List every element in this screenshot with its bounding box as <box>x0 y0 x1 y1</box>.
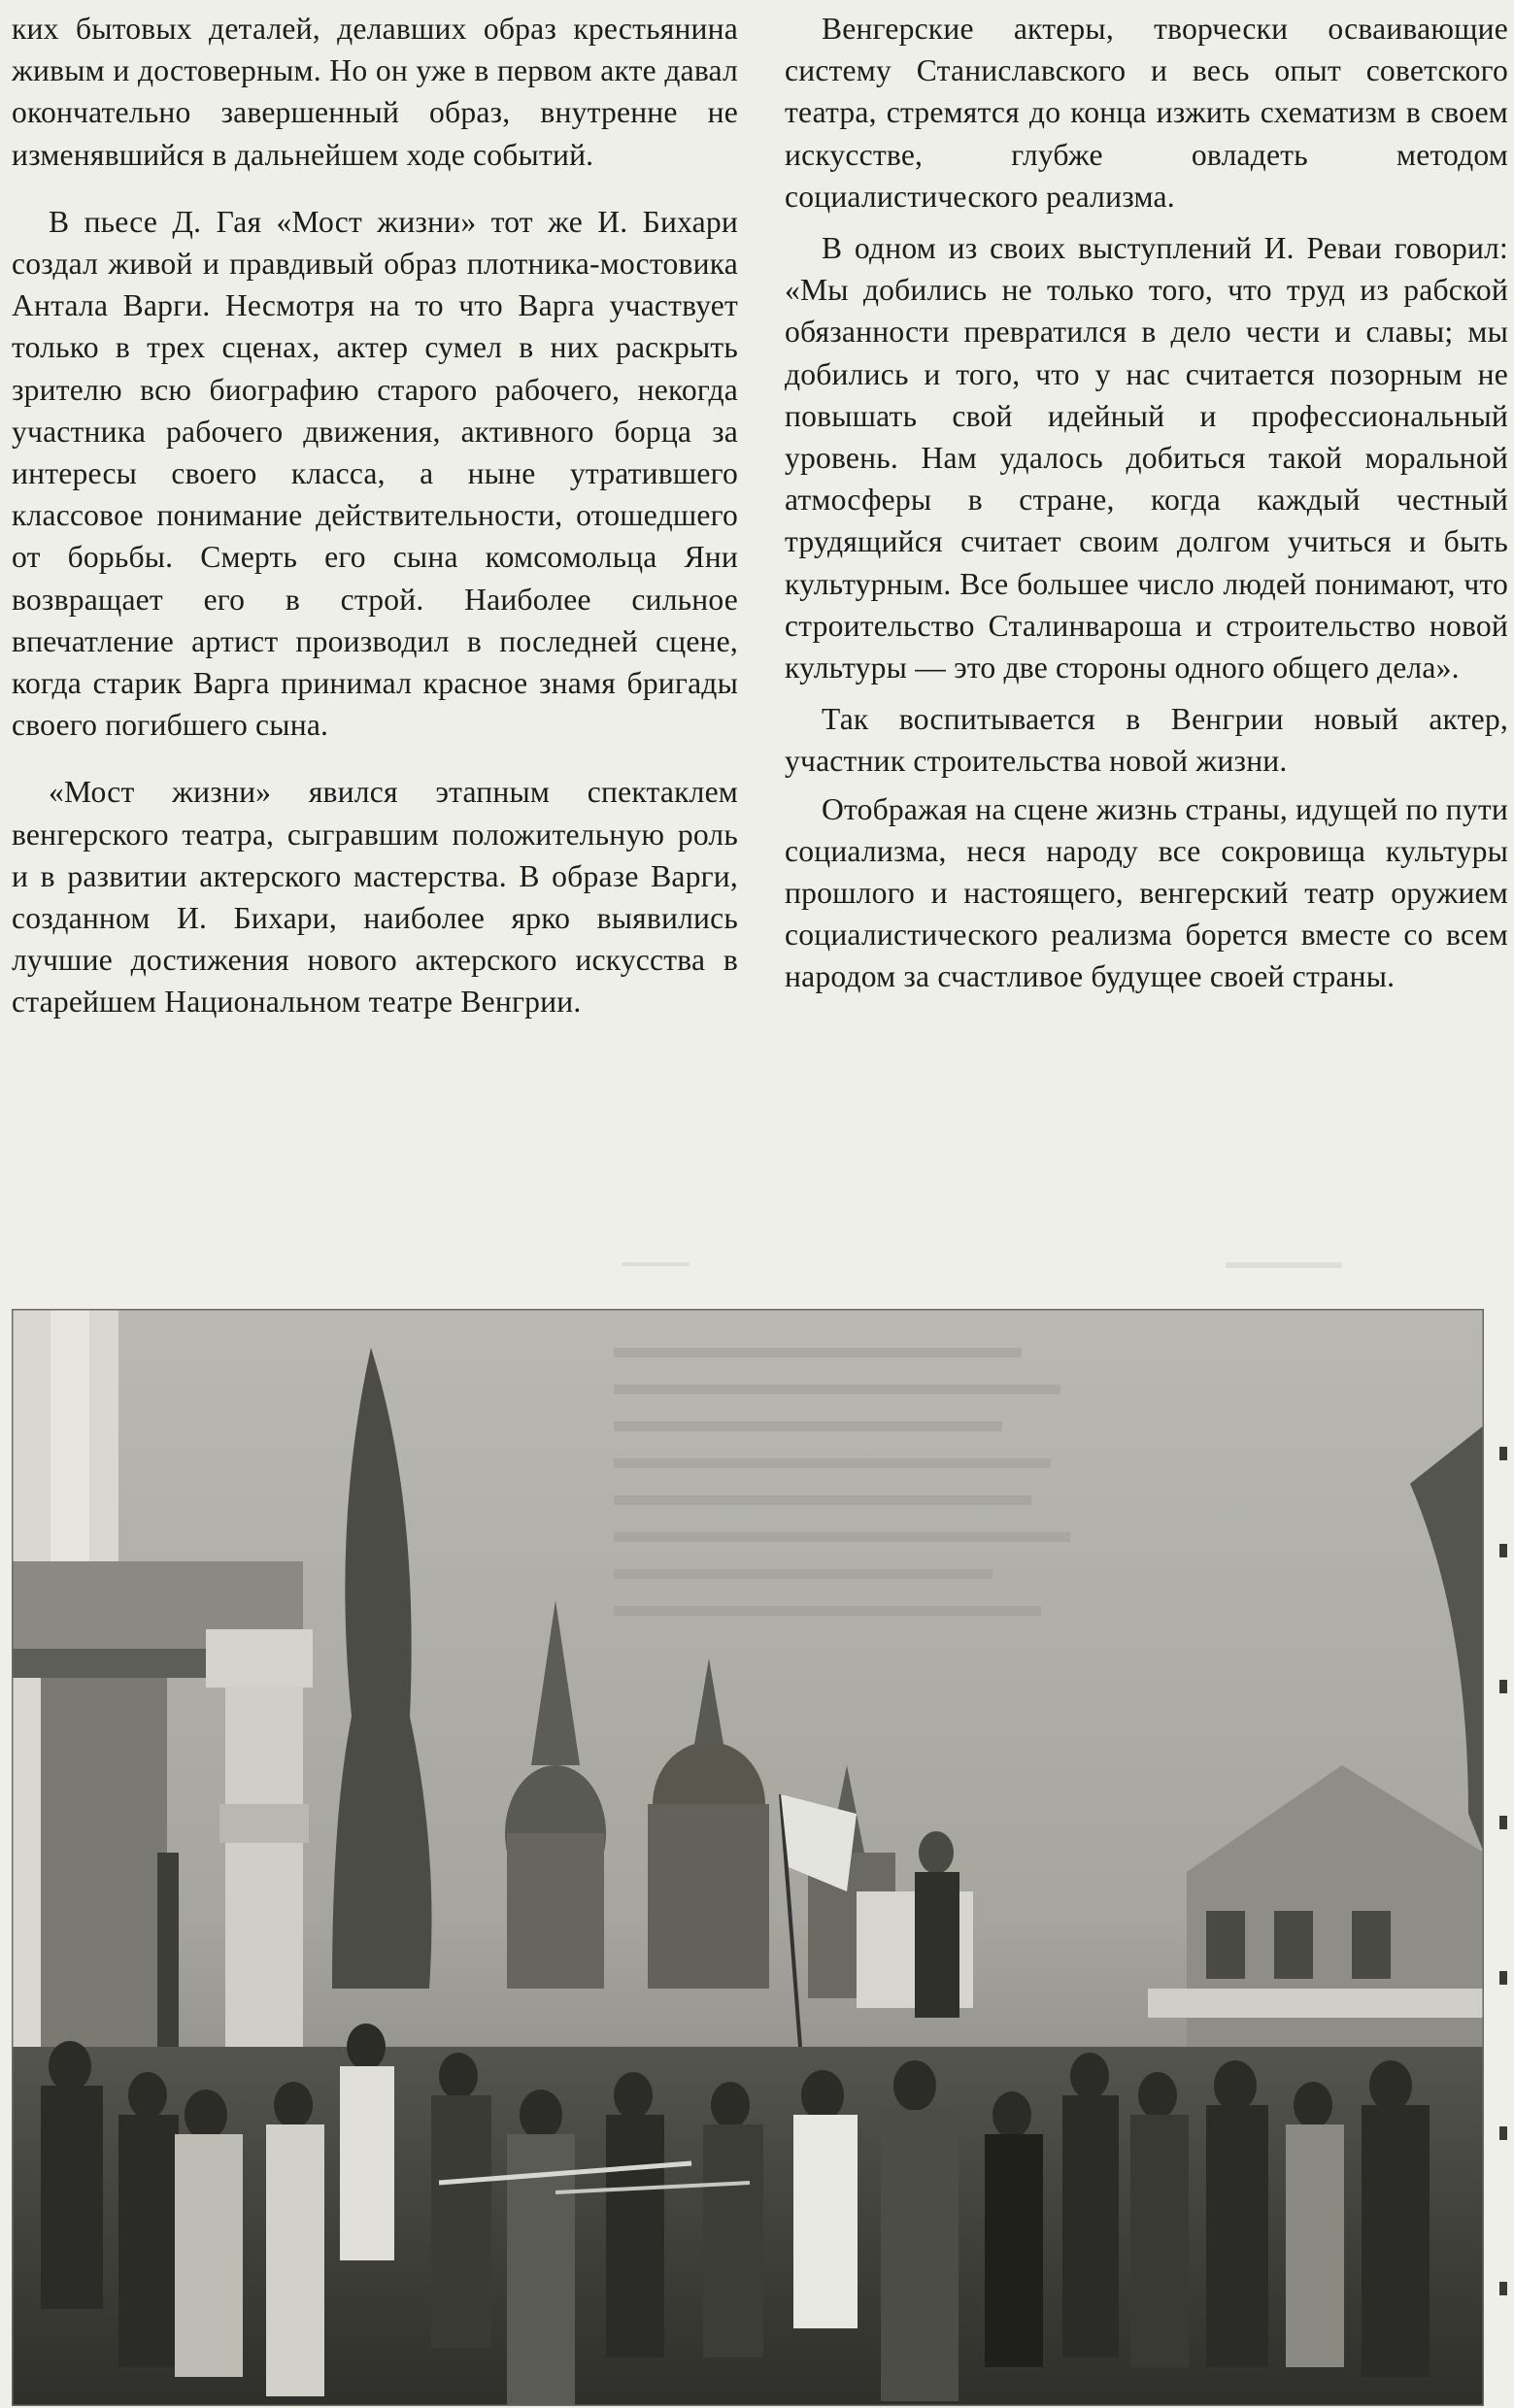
right-paragraph-1: Венгерские актеры, творчески осваивающие систему Станиславского и весь опыт советского театра, стремятся до конца изжить схематизм в своем искусстве, глубже овладеть методом социалистического реализма. <box>785 12 1508 214</box>
left-text-column <box>12 8 738 1023</box>
right-paragraph-3: Так воспитывается в Венгрии новый актер, участник строительства новой жизни. <box>785 702 1508 779</box>
left-paragraph-2: В пьесе Д. Гая «Мост жизни» тот же И. Бихари создал живой и правдивый образ плотника-мостовика Антала Варги. Несмотря на то что Варга участвует только в трех сценах, актер сумел в них раскрыть зрителю всю биографию старого рабочего, некогда участника рабочего движения, активного борца за интересы своего класса, а ныне утратившего классовое понимание действительности, отошедшего от борьбы. Смерть его сына комсомольца Яни возвращает его в строй. Наиболее сильное впечатление артист производил в последней сцене, когда старик Варга принимал красное знамя бригады своего погибшего сына. <box>12 204 738 743</box>
right-paragraph-2: В одном из своих выступлений И. Реваи говорил: «Мы добились не только того, что труд из рабской обязанности превратился в дело чести и славы; мы добились и того, что у нас считается позорным не повышать свой идейный и профессиональный уровень. Нам удалось добиться такой моральной атмосферы в стране, когда каждый честный трудящийся считает своим долгом учиться и быть культурным. Все большее число людей понимают, что строительство Сталинвароша и строительство новой культуры — это две стороны одного общего дела». <box>785 231 1508 686</box>
right-paragraph-4: Отображая на сцене жизнь страны, идущей по пути социализма, неся народу все сокровища культуры прошлого и настоящего, венгерский театр оружием социалистического реализма борется вместе со всем народом за счастливое будущее своей страны. <box>785 791 1508 994</box>
stage-photograph <box>12 1309 1484 2406</box>
stage-scene-image <box>12 1309 1484 2406</box>
page-edge-marks <box>1496 1427 1511 2398</box>
right-text-column <box>785 8 1508 998</box>
print-smudge <box>1226 1262 1342 1268</box>
print-smudge <box>622 1262 690 1266</box>
left-paragraph-3: «Мост жизни» явился этапным спектаклем венгерского театра, сыгравшим положительную роль и в развитии актерского мастерства. В образе Варги, созданном И. Бихари, наиболее ярко выявились лучшие достижения нового актерского искусства в старейшем Национальном театре Венгрии. <box>12 775 738 1020</box>
left-paragraph-1: ких бытовых деталей, делавших образ крестьянина живым и достоверным. Но он уже в первом акте давал окончательно завершенный образ, внутренне не изменявшийся в дальнейшем ходе событий. <box>12 12 738 172</box>
